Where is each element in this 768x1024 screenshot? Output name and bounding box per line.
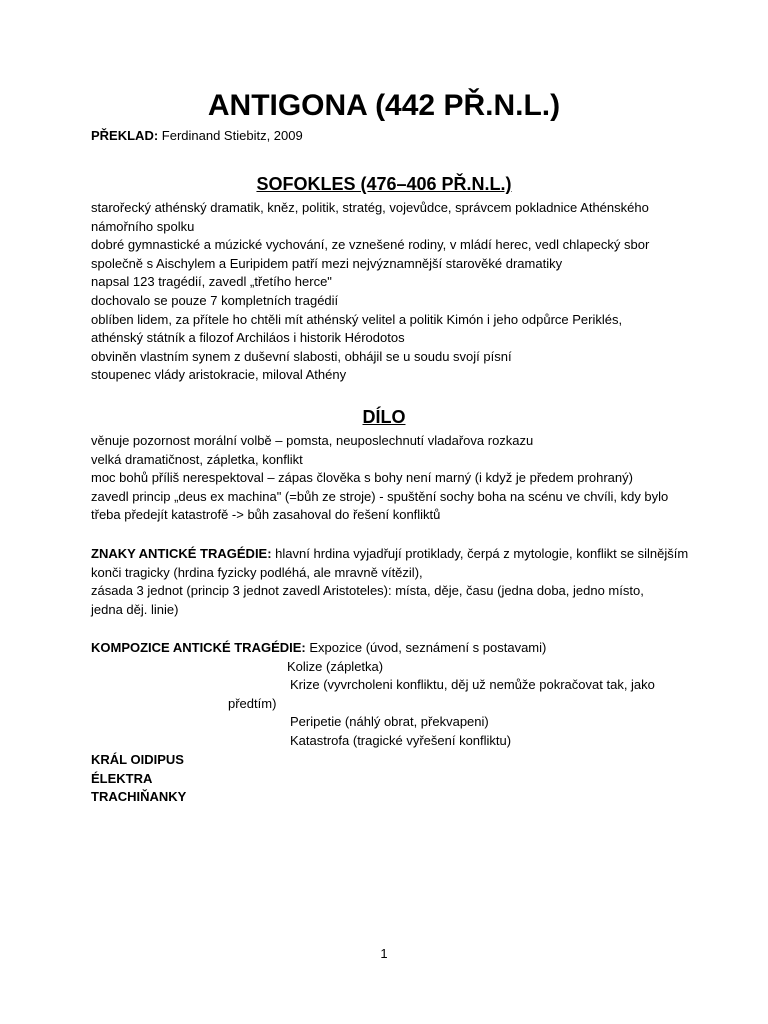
- composition-first-line: [91, 639, 546, 658]
- composition-peripetie: Peripetie (náhlý obrat, překvapeni): [290, 714, 489, 730]
- work-line: velká dramatičnost, zápletka, konflikt: [91, 451, 303, 467]
- work-title: KRÁL OIDIPUS: [91, 752, 184, 767]
- works-list: [91, 751, 186, 807]
- translation-label: PŘEKLAD:: [91, 128, 159, 143]
- tragedy-traits: [91, 545, 691, 619]
- work-line: věnuje pozornost morální volbě – pomsta, neuposlechnutí vladařova rozkazu: [91, 433, 534, 448]
- author-line: obviněn vlastním synem z duševní slabosti, obhájil se u soudu svojí písní: [91, 348, 512, 364]
- composition-katastrofa: Katastrofa (tragické vyřešení konfliktu): [290, 733, 512, 748]
- author-heading: SOFOKLES (476–406 PŘ.N.L.): [256, 174, 512, 194]
- composition-kolize: Kolize (zápletka): [287, 658, 384, 674]
- traits-label: ZNAKY ANTICKÉ TRAGÉDIE:: [91, 546, 272, 561]
- work-title: ÉLEKTRA: [91, 770, 153, 786]
- author-line: stoupenec vlády aristokracie, miloval Athény: [91, 367, 347, 383]
- work-details: [91, 432, 691, 525]
- composition-expozice: Expozice (úvod, seznámení s postavami): [305, 640, 547, 655]
- author-line: dochovalo se pouze 7 kompletních tragédií: [91, 292, 339, 308]
- traits-line: jedna děj. linie): [91, 601, 179, 617]
- author-line: oblíben lidem, za přítele ho chtěli mít athénský velitel a politik Kimón i jeho odpůrce Periklés,: [91, 311, 623, 327]
- composition-krize: Krize (vyvrcholeni konfliktu, děj už nemůže pokračovat tak, jako: [290, 677, 655, 693]
- work-line: zavedl princip „deus ex machina" (=bůh ze stroje) - spuštění sochy boha na scénu ve chvíli, kdy bylo: [91, 488, 669, 504]
- translation-value: Ferdinand Stiebitz, 2009: [158, 128, 303, 143]
- author-line: dobré gymnastické a múzické vychování, ze vznešené rodiny, v mládí herec, vedl chlapecký sbor: [91, 237, 650, 253]
- author-line: starořecký athénský dramatik, kněz, politik, stratég, vojevůdce, správcem pokladnice Athénského: [91, 200, 649, 215]
- work-title: TRACHIŇANKY: [91, 789, 187, 805]
- traits-first-line: [91, 545, 691, 564]
- author-details: [91, 199, 691, 385]
- author-line: athénský státník a filozof Archiláos i historik Hérodotos: [91, 330, 405, 346]
- composition-label: KOMPOZICE ANTICKÉ TRAGÉDIE:: [91, 640, 306, 655]
- composition-krize-cont: předtím): [228, 695, 277, 711]
- page-number: 1: [380, 946, 388, 961]
- work-heading: DÍLO: [362, 407, 406, 427]
- translation-line: [91, 127, 303, 145]
- author-line: napsal 123 tragédií, zavedl „třetího herce": [91, 274, 332, 290]
- author-line: společně s Aischylem a Euripidem patří mezi nejvýznamnější starověké dramatiky: [91, 255, 563, 271]
- work-line: třeba předejít katastrofě -> bůh zasahoval do řešení konfliktů: [91, 507, 441, 523]
- traits-text: hlavní hrdina vyjadřují protiklady, čerpá z mytologie, konflikt se silnějším: [271, 546, 689, 561]
- page-title: ANTIGONA (442 PŘ.N.L.): [207, 89, 561, 122]
- author-line: námořního spolku: [91, 218, 195, 234]
- traits-line: konči tragicky (hrdina fyzicky podléhá, ale mravně vítězil),: [91, 564, 423, 580]
- traits-line: zásada 3 jednot (princip 3 jednot zavedl Aristoteles): místa, děje, času (jedna doba, jedno místo,: [91, 583, 644, 599]
- work-line: moc bohů příliš nerespektoval – zápas člověka s bohy není marný (i když je předem prohraný): [91, 470, 633, 486]
